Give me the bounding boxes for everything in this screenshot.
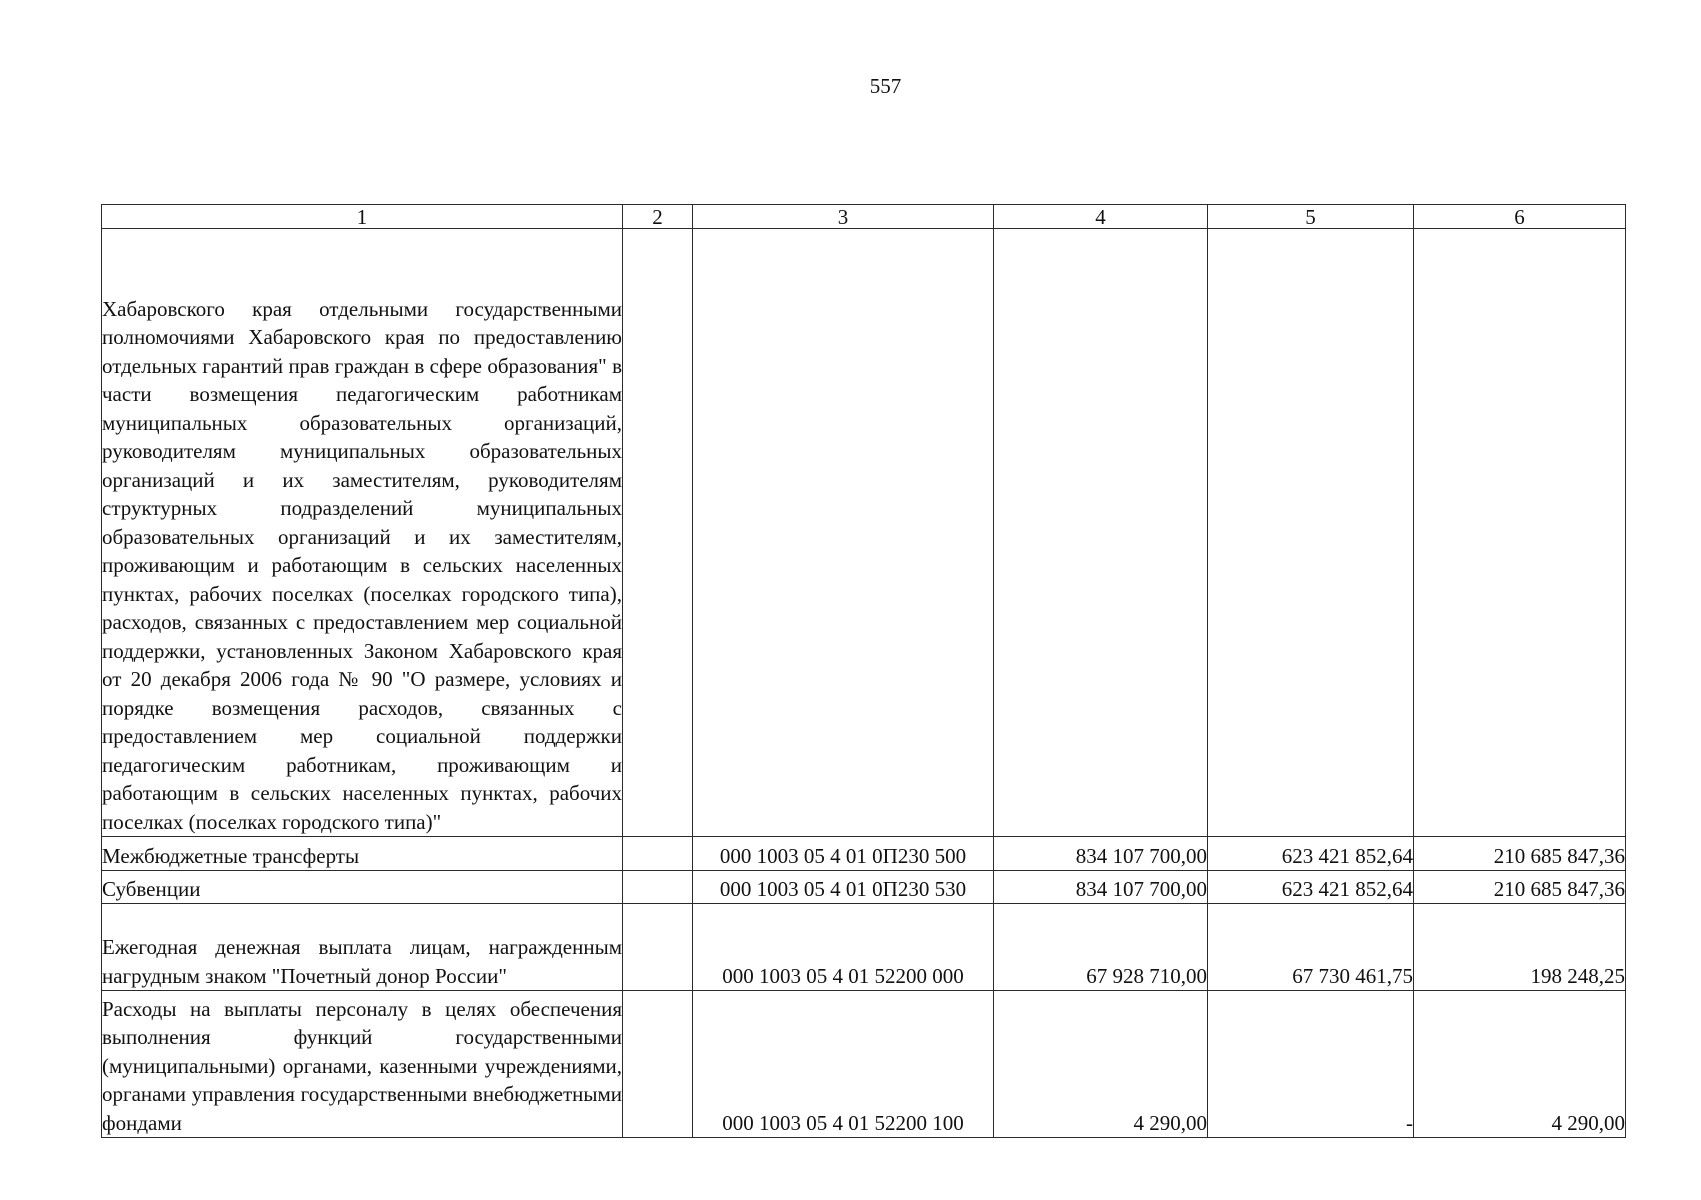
row-col2 (623, 991, 693, 1138)
table-row (102, 229, 1626, 837)
table-row (102, 837, 1626, 871)
row-description: Расходы на выплаты персоналу в целях обеспечения выполнения функций государственными (муниципальными) органами, казенными учреждениями, органами управления государственными внебюджетными фондами (102, 991, 623, 1138)
column-number-row (102, 205, 1626, 229)
row-approved: 834 107 700,00 (994, 871, 1208, 904)
row-approved: 834 107 700,00 (994, 837, 1208, 871)
column-number: 5 (1208, 205, 1414, 229)
table-row (102, 991, 1626, 1138)
row-remaining: 198 248,25 (1414, 904, 1626, 991)
row-remaining: 4 290,00 (1414, 991, 1626, 1138)
row-remaining: 210 685 847,36 (1414, 837, 1626, 871)
column-number: 6 (1414, 205, 1626, 229)
budget-table-container (101, 204, 1625, 1135)
row-approved: 4 290,00 (994, 991, 1208, 1138)
row-col2 (623, 229, 693, 837)
budget-table (101, 204, 1626, 1138)
row-description: Межбюджетные трансферты (102, 837, 623, 871)
table-row (102, 871, 1626, 904)
row-approved: 67 928 710,00 (994, 904, 1208, 991)
row-description: Субвенции (102, 871, 623, 904)
row-code: 000 1003 05 4 01 52200 100 (693, 991, 994, 1138)
row-code (693, 229, 994, 837)
row-approved (994, 229, 1208, 837)
row-code: 000 1003 05 4 01 52200 000 (693, 904, 994, 991)
row-remaining: 210 685 847,36 (1414, 871, 1626, 904)
column-number: 4 (994, 205, 1208, 229)
table-row (102, 904, 1626, 991)
row-col2 (623, 837, 693, 871)
row-col2 (623, 904, 693, 991)
row-description: Хабаровского края отдельными государственными полномочиями Хабаровского края по предоставлению отдельных гарантий прав граждан в сфере образования" в части возмещения педагогическим работникам муниципальных образовательных организаций, руководителям муниципальных образовательных организаций и их заместителям, руководителям структурных подразделений муниципальных образовательных организаций и их заместителям, проживающим и работающим в сельских населенных пунктах, рабочих поселках (поселках городского типа), расходов, связанных с предоставлением мер социальной поддержки, установленных Законом Хабаровского края от 20 декабря 2006 года № 90 "О размере, условиях и порядке возмещения расходов, связанных с предоставлением мер социальной поддержки педагогическим работникам, проживающим и работающим в сельских населенных пунктах, рабочих поселках (поселках городского типа)" (102, 229, 623, 837)
page-number: 557 (869, 74, 902, 98)
row-col2 (623, 871, 693, 904)
row-description: Ежегодная денежная выплата лицам, награжденным нагрудным знаком "Почетный донор России" (102, 904, 623, 991)
row-code: 000 1003 05 4 01 0П230 500 (693, 837, 994, 871)
row-code: 000 1003 05 4 01 0П230 530 (693, 871, 994, 904)
column-number: 2 (623, 205, 693, 229)
row-executed (1208, 229, 1414, 837)
row-executed: 67 730 461,75 (1208, 904, 1414, 991)
row-executed: 623 421 852,64 (1208, 871, 1414, 904)
column-number: 1 (102, 205, 623, 229)
row-executed: 623 421 852,64 (1208, 837, 1414, 871)
row-remaining (1414, 229, 1626, 837)
row-executed: - (1208, 991, 1414, 1138)
column-number: 3 (693, 205, 994, 229)
